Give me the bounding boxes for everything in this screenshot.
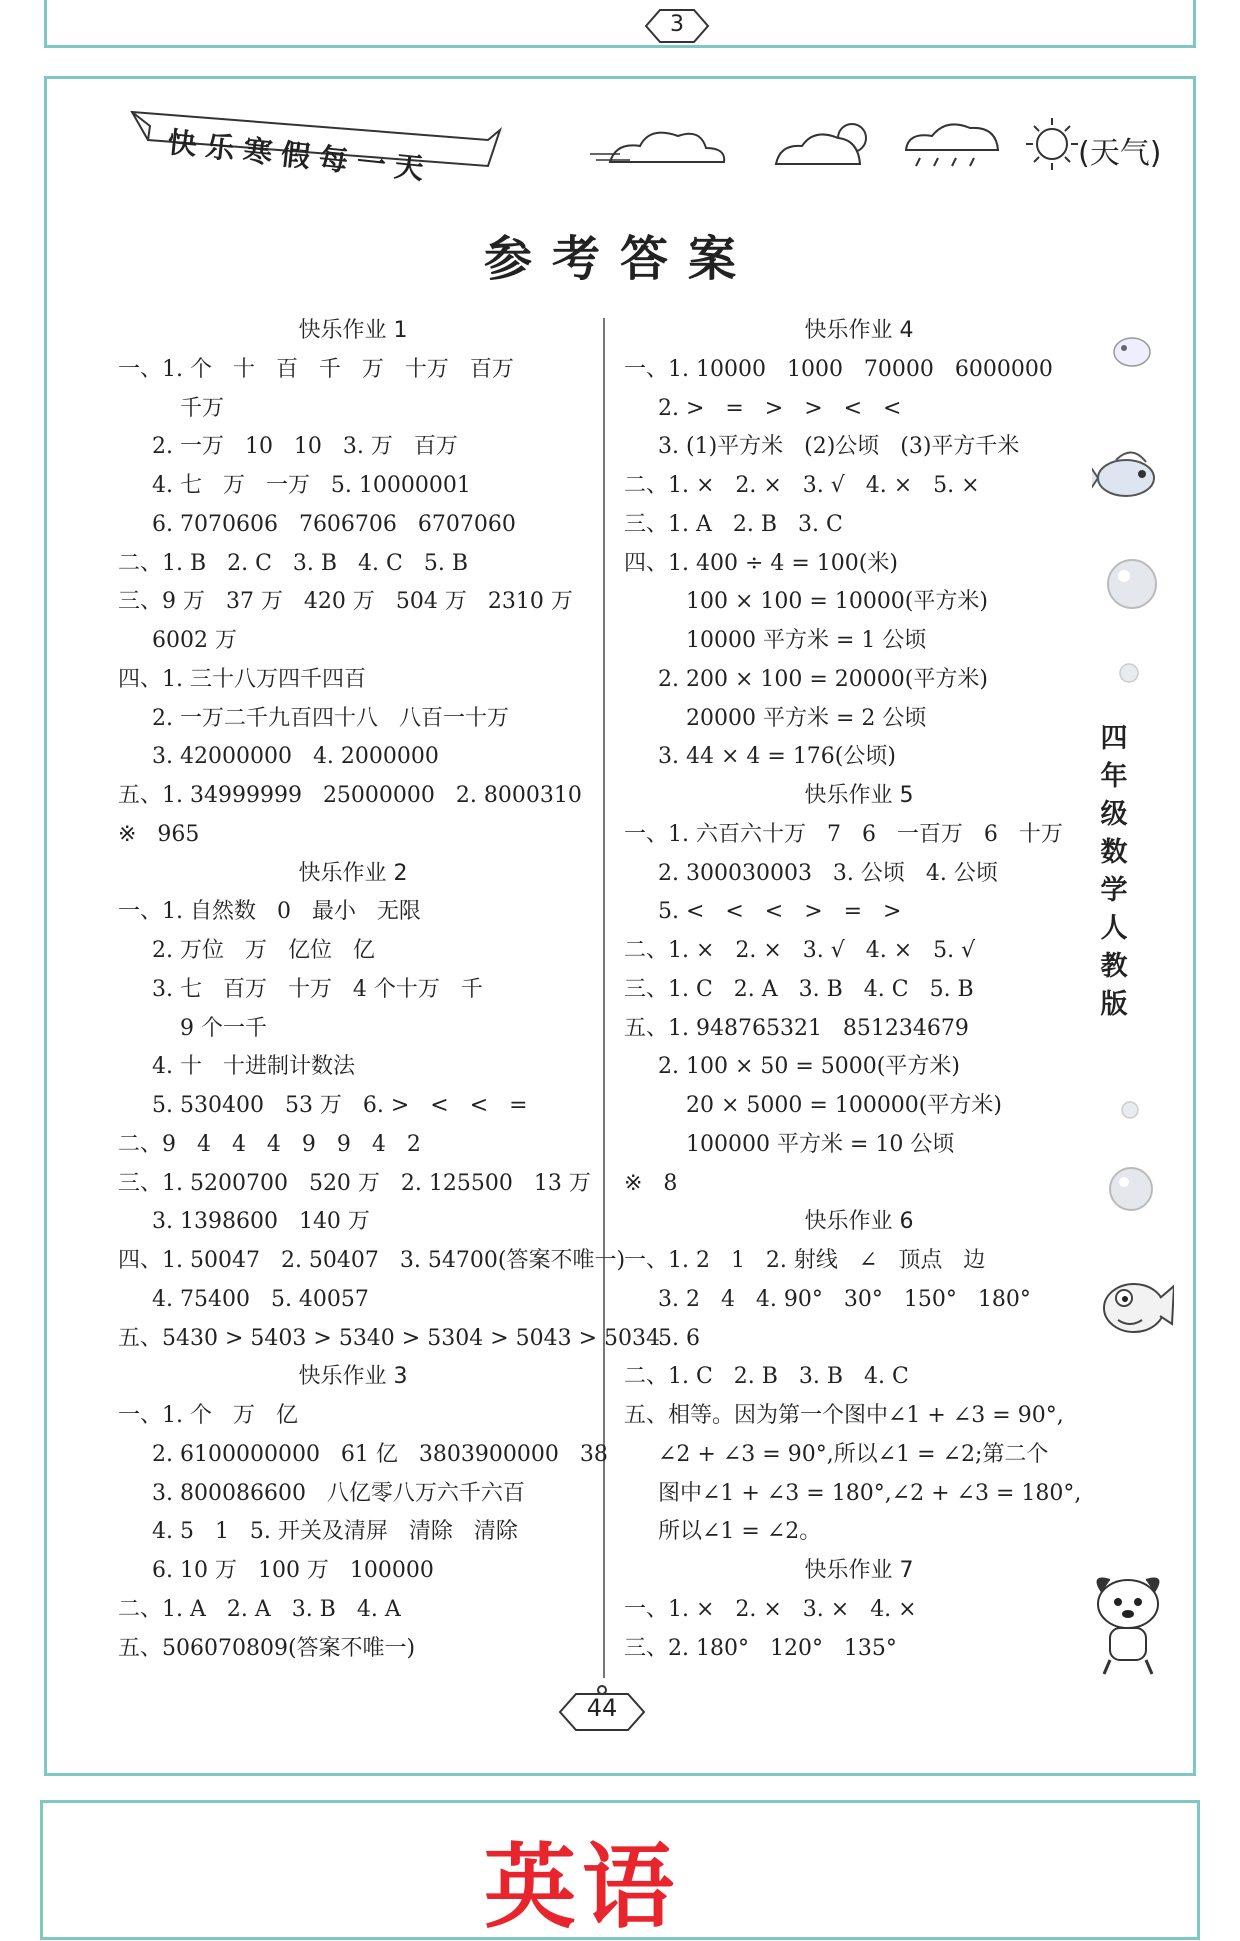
side-grade-label: 四年级数学 人教版	[1100, 723, 1128, 1020]
left-answer-line: 3. 1398600 140 万	[152, 1209, 370, 1235]
left-answer-line: 五、5430 > 5403 > 5340 > 5304 > 5043 > 5034	[118, 1325, 661, 1351]
left-section-heading: 快乐作业 1	[298, 318, 408, 343]
left-answer-line: 三、1. 5200700 520 万 2. 125500 13 万	[118, 1170, 591, 1196]
left-answer-line: 3. 800086600 八亿零八万六千六百	[152, 1480, 525, 1506]
left-answer-line: 二、1. A 2. A 3. B 4. A	[118, 1596, 401, 1622]
rainy-weather-icon	[898, 114, 1014, 174]
right-answer-line: 一、1. 2 1 2. 射线 ∠ 顶点 边	[624, 1248, 986, 1273]
left-answer-line: 2. 万位 万 亿位 亿	[152, 938, 375, 963]
left-section-heading: 快乐作业 2	[298, 860, 408, 886]
left-answer-line: 3. 七 百万 十万 4 个十万 千	[152, 976, 483, 1002]
right-answer-line: 2. > = > > < <	[658, 395, 902, 421]
cartoon-dog-icon	[1080, 1570, 1176, 1680]
left-answer-line: 2. 6100000000 61 亿 3803900000 38	[152, 1441, 608, 1467]
cartoon-fish-icon	[1094, 1268, 1174, 1344]
left-answer-line: 4. 十 十进制计数法	[152, 1054, 355, 1080]
right-answer-line: 一、1. 六百六十万 7 6 一百万 6 十万	[624, 821, 1063, 847]
left-answer-line: 千万	[180, 395, 225, 421]
right-answer-line: 5. 6	[658, 1325, 700, 1351]
right-answer-line: 3. 44 × 4 = 176(公顷)	[658, 744, 896, 770]
right-answer-line: 一、1. × 2. × 3. × 4. ×	[624, 1596, 917, 1622]
left-answer-line: 6. 7070606 7606706 6707060	[152, 511, 516, 537]
fish-icon	[1092, 440, 1162, 510]
bubble-icon	[1104, 556, 1160, 612]
right-answer-line: 三、1. A 2. B 3. C	[624, 511, 843, 537]
left-answer-line: 3. 42000000 4. 2000000	[152, 744, 439, 770]
right-answer-line: 四、1. 400 ÷ 4 = 100(米)	[624, 550, 898, 576]
right-answer-line: 二、1. × 2. × 3. √ 4. × 5. √	[624, 938, 976, 963]
left-answer-line: 2. 一万二千九百四十八 八百一十万	[152, 705, 509, 731]
right-answer-line: 五、相等。因为第一个图中∠1 + ∠3 = 90°,	[624, 1403, 1064, 1428]
left-answer-line: 4. 七 万 一万 5. 10000001	[152, 473, 471, 498]
small-fish-icon	[1108, 330, 1158, 374]
page-title: 参考答案	[483, 231, 756, 287]
right-answer-line: 五、1. 948765321 851234679	[624, 1015, 969, 1041]
right-answer-line: 3. 2 4 4. 90° 30° 150° 180°	[658, 1286, 1031, 1312]
left-answer-line: 一、1. 自然数 0 最小 无限	[118, 899, 421, 925]
banner-text: 快乐寒假每一天	[166, 125, 435, 187]
right-answer-line: ∠2 + ∠3 = 90°,所以∠1 = ∠2;第二个	[658, 1441, 1049, 1467]
left-answer-column	[118, 312, 661, 1668]
page-number: 44	[556, 1684, 648, 1732]
small-bubble-icon	[1120, 1100, 1140, 1120]
right-answer-line: 三、1. C 2. A 3. B 4. C 5. B	[624, 976, 974, 1002]
right-answer-line: 二、1. × 2. × 3. √ 4. × 5. ×	[624, 473, 980, 498]
right-answer-line: 20000 平方米 = 2 公顷	[686, 705, 927, 731]
right-section-heading: 快乐作业 7	[804, 1558, 914, 1583]
weather-label: (天气)	[1078, 136, 1162, 171]
left-answer-line: 五、1. 34999999 25000000 2. 8000310	[118, 783, 582, 808]
right-answer-line: 2. 100 × 50 = 5000(平方米)	[658, 1054, 960, 1080]
small-bubble-icon	[1118, 662, 1140, 684]
partly-cloudy-icon	[770, 114, 880, 174]
right-answer-line: 10000 平方米 = 1 公顷	[686, 628, 927, 653]
left-answer-line: 五、506070809(答案不唯一)	[118, 1635, 416, 1661]
right-answer-line: 2. 200 × 100 = 20000(平方米)	[658, 666, 988, 692]
right-answer-line: 图中∠1 + ∠3 = 180°,∠2 + ∠3 = 180°,	[658, 1480, 1082, 1506]
left-answer-line: 2. 一万 10 10 3. 万 百万	[152, 434, 458, 460]
cloudy-weather-icon	[590, 114, 740, 174]
left-answer-line: 6002 万	[152, 628, 237, 653]
previous-page-number: 3	[640, 6, 714, 46]
left-answer-line: 5. 530400 53 万 6. > < < =	[152, 1093, 528, 1118]
right-answer-line: 二、1. C 2. B 3. B 4. C	[624, 1364, 909, 1390]
left-answer-line: 三、9 万 37 万 420 万 504 万 2310 万	[118, 589, 573, 615]
sunny-weather-icon	[1024, 114, 1080, 174]
right-answer-line: ※ 8	[624, 1170, 678, 1196]
right-answer-line: 100000 平方米 = 10 公顷	[686, 1131, 955, 1157]
right-section-heading: 快乐作业 4	[804, 318, 914, 343]
right-answer-line: 5. < < < > = >	[658, 899, 902, 925]
left-answer-line: 二、9 4 4 4 9 9 4 2	[118, 1131, 421, 1157]
previous-page-frame	[44, 0, 1196, 48]
right-answer-line: 2. 300030003 3. 公顷 4. 公顷	[658, 860, 998, 886]
left-answer-line: 一、1. 个 万 亿	[118, 1403, 298, 1428]
banner	[128, 106, 506, 187]
right-answer-line: 一、1. 10000 1000 70000 6000000	[624, 356, 1053, 382]
left-answer-line: 二、1. B 2. C 3. B 4. C 5. B	[118, 550, 469, 576]
next-section-title: 英语	[484, 1834, 681, 1941]
left-answer-line: 6. 10 万 100 万 100000	[152, 1558, 434, 1583]
left-answer-line: 一、1. 个 十 百 千 万 十万 百万	[118, 356, 514, 382]
left-section-heading: 快乐作业 3	[298, 1364, 408, 1390]
left-answer-line: 4. 75400 5. 40057	[152, 1286, 369, 1312]
left-answer-line: 9 个一千	[180, 1015, 267, 1041]
right-answer-column	[624, 312, 1094, 1668]
right-answer-line: 100 × 100 = 10000(平方米)	[686, 589, 988, 615]
right-section-heading: 快乐作业 6	[804, 1209, 914, 1235]
bubble-icon	[1106, 1164, 1156, 1214]
right-answer-line: 所以∠1 = ∠2。	[658, 1519, 822, 1545]
right-answer-line: 20 × 5000 = 100000(平方米)	[686, 1093, 1002, 1118]
right-section-heading: 快乐作业 5	[804, 783, 914, 808]
left-answer-line: 四、1. 三十八万四千四百	[118, 666, 366, 692]
right-answer-line: 3. (1)平方米 (2)公顷 (3)平方千米	[658, 434, 1020, 460]
right-answer-line: 三、2. 180° 120° 135°	[624, 1635, 897, 1661]
left-answer-line: 4. 5 1 5. 开关及清屏 清除 清除	[152, 1519, 518, 1545]
left-answer-line: ※ 965	[118, 821, 200, 847]
left-answer-line: 四、1. 50047 2. 50407 3. 54700(答案不唯一)	[118, 1248, 626, 1273]
